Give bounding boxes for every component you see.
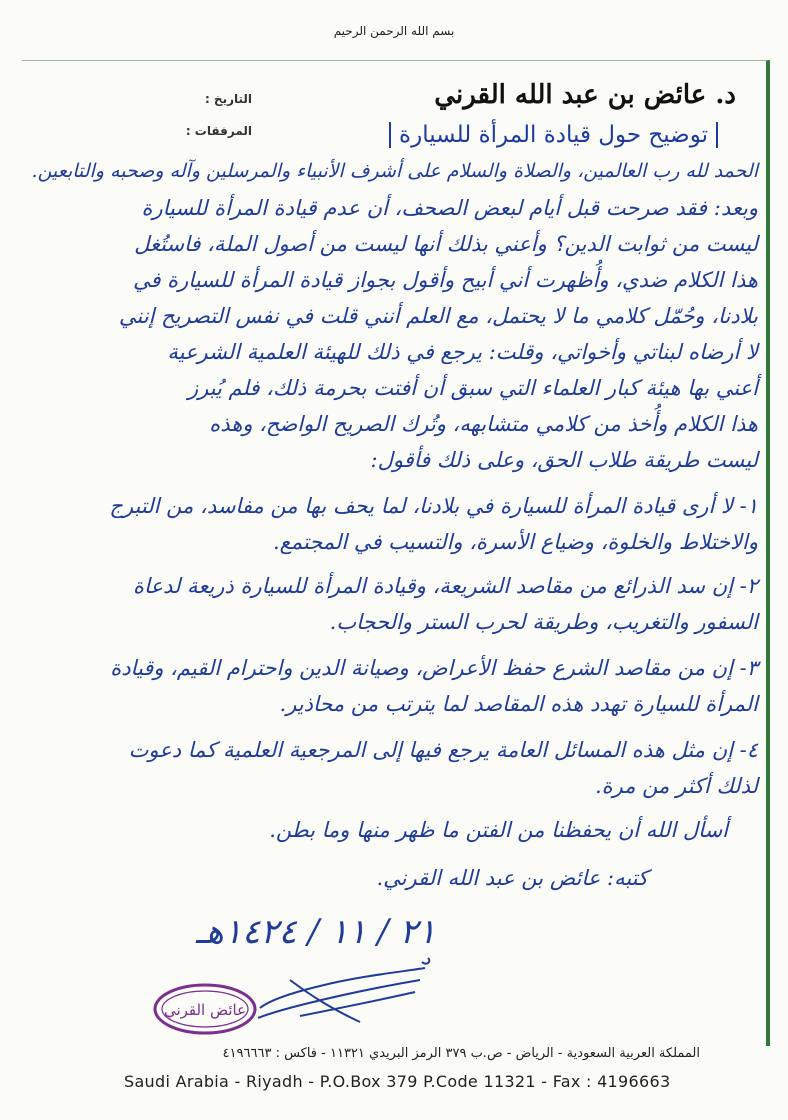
point-4-line-1: ٤- إن مثل هذه المسائل العامة يرجع فيها إلى المرجعية العلمية كما دعوت <box>128 738 758 762</box>
body-line-2: وبعد: فقد صرحت قبل أيام لبعض الصحف، أن عدم قيادة المرأة للسيارة <box>141 196 758 220</box>
body-line-6: لا أرضاه لبناتي وأخواتي، وقلت: يرجع في ذلك للهيئة العلمية الشرعية <box>167 340 758 364</box>
body-line-1: الحمد لله رب العالمين، والصلاة والسلام على أشرف الأنبياء والمرسلين وآله وصحبه والتابعين. <box>31 160 758 182</box>
footer-address-english: Saudi Arabia - Riyadh - P.O.Box 379 P.Code 11321 - Fax : 4196663 <box>124 1072 671 1091</box>
point-1-line-2: والاختلاط والخلوة، وضياع الأسرة، والتسيب في المجتمع. <box>273 530 758 554</box>
point-3-line-2: المرأة للسيارة تهدد هذه المقاصد لما يترتب من محاذير. <box>279 692 758 716</box>
subject-line: توضيح حول قيادة المرأة للسيارة <box>389 122 718 148</box>
author-name: د. عائض بن عبد الله القرني <box>434 80 736 110</box>
attachments-label: المرفقات : <box>185 124 252 138</box>
body-line-9: ليست طريقة طلاب الحق، وعلى ذلك فأقول: <box>370 448 758 472</box>
footer-address-arabic: المملكة العربية السعودية - الرياض - ص.ب ٣٧٩ الرمز البريدي ١١٣٢١ - فاكس : ٤١٩٦٦٦٣ <box>222 1046 700 1061</box>
seal-stamp <box>152 982 258 1036</box>
signature <box>250 950 440 1030</box>
closing-prayer: أسأل الله أن يحفظنا من الفتن ما ظهر منها وما بطن. <box>269 818 728 842</box>
seal-text: عائض القرني <box>163 1001 247 1019</box>
body-line-5: بلادنا، وحُمّل كلامي ما لا يحتمل، مع العلم أنني قلت في نفس التصريح إنني <box>118 304 758 328</box>
point-1-line-1: ١- لا أرى قيادة المرأة للسيارة في بلادنا، لما يحف بها من مفاسد، من التبرج <box>109 494 758 518</box>
point-2-line-1: ٢- إن سد الذرائع من مقاصد الشريعة، وقيادة المرأة للسيارة ذريعة لدعاة <box>133 574 758 598</box>
point-2-line-2: السفور والتغريب، وطريقة لحرب الستر والحجاب. <box>329 610 758 634</box>
written-by: كتبه: عائض بن عبد الله القرني. <box>376 866 648 890</box>
date-label: التاريخ : <box>204 92 252 106</box>
point-4-line-2: لذلك أكثر من مرة. <box>594 774 758 798</box>
basmala: بسم الله الرحمن الرحيم <box>333 24 455 38</box>
handwritten-date: ٢١ / ١١ / ١٤٢٤هـ <box>195 912 436 952</box>
body-line-4: هذا الكلام ضدي، وأُظهرت أني أبيح وأقول بجواز قيادة المرأة للسيارة في <box>132 268 758 292</box>
point-3-line-1: ٣- إن من مقاصد الشرع حفظ الأعراض، وصيانة الدين واحترام القيم، وقيادة <box>110 656 758 680</box>
body-line-8: هذا الكلام وأُخذ من كلامي متشابهه، وتُرك الصريح الواضح، وهذه <box>209 412 758 436</box>
body-line-3: ليست من ثوابت الدين؟ وأعني بذلك أنها ليست من أصول الملة، فاستُغل <box>134 232 758 256</box>
body-line-7: أعني بها هيئة كبار العلماء التي سبق أن أفتت بحرمة ذلك، فلم يُبرز <box>187 376 758 400</box>
